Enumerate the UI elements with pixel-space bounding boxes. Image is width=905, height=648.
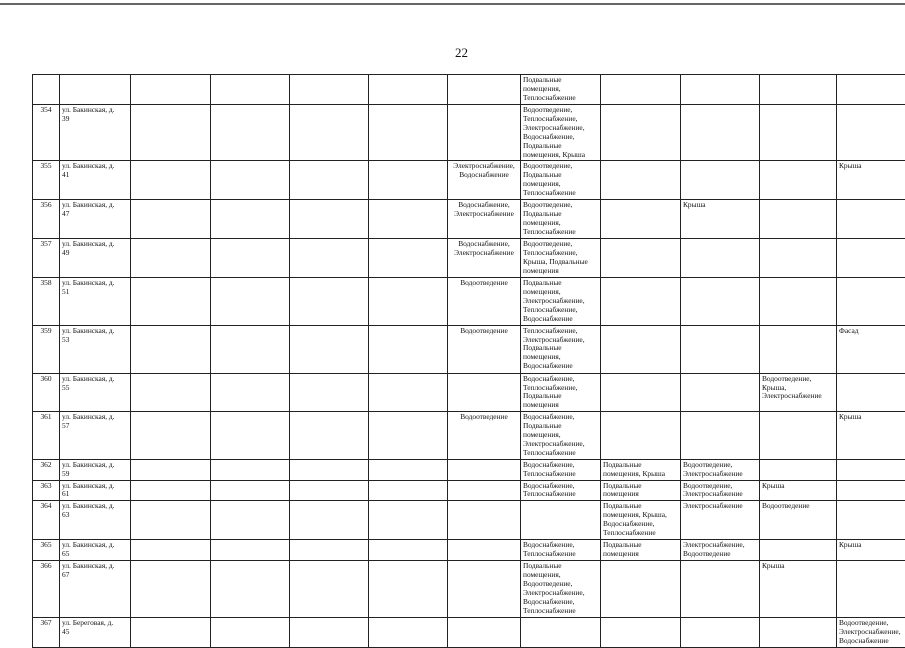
row-number: 357 (33, 239, 60, 278)
works-cell-col8 (601, 200, 681, 239)
works-cell-col6: Водоснабжение, Электроснабжение (448, 239, 521, 278)
works-cell-col10 (760, 105, 837, 161)
works-cell-col11: Фасад (837, 325, 905, 373)
empty-cell (131, 278, 211, 326)
empty-cell (131, 618, 211, 648)
empty-cell (211, 278, 290, 326)
row-number: 367 (33, 618, 60, 648)
table-row (33, 373, 905, 412)
works-cell-col8: Подвальные помещения, Крыша (601, 459, 681, 480)
works-cell-col7: Водоотведение, Подвальные помещения, Теплоснабжение (521, 161, 601, 200)
works-cell-col9: Водоотведение, Электроснабжение (681, 480, 760, 501)
works-cell-col9: Крыша (681, 200, 760, 239)
empty-cell (211, 105, 290, 161)
table-row (33, 412, 905, 460)
works-cell-col9 (681, 412, 760, 460)
empty-cell (131, 239, 211, 278)
works-cell-col11 (837, 200, 905, 239)
address-cell: ул. Бакинская, д. 67 (60, 561, 131, 618)
table-row (33, 501, 905, 540)
works-cell-col6: Водоотведение (448, 325, 521, 373)
row-number: 362 (33, 459, 60, 480)
works-cell-col7: Водоснабжение, Теплоснабжение, Подвальные помещения (521, 373, 601, 412)
empty-cell (290, 501, 369, 540)
works-cell-col9 (681, 161, 760, 200)
works-cell-col6: Водоотведение (448, 278, 521, 326)
works-cell-col11 (837, 373, 905, 412)
row-number: 361 (33, 412, 60, 460)
row-number: 359 (33, 325, 60, 373)
works-cell-col9 (681, 561, 760, 618)
table-row (33, 561, 905, 618)
empty-cell (211, 501, 290, 540)
empty-cell (369, 459, 448, 480)
empty-cell (131, 480, 211, 501)
empty-cell (211, 161, 290, 200)
empty-cell (290, 540, 369, 561)
empty-cell (369, 561, 448, 618)
works-cell-col8: Подвальные помещения (601, 480, 681, 501)
works-cell-col11: Крыша (837, 412, 905, 460)
empty-cell (211, 412, 290, 460)
works-cell-col9 (681, 239, 760, 278)
row-number: 354 (33, 105, 60, 161)
table-row (33, 459, 905, 480)
empty-cell (369, 540, 448, 561)
table-row (33, 75, 905, 105)
works-cell-col7: Водоснабжение, Теплоснабжение (521, 459, 601, 480)
works-cell-col10: Крыша (760, 480, 837, 501)
works-cell-col9: Водоотведение, Электроснабжение (681, 459, 760, 480)
empty-cell (290, 618, 369, 648)
empty-cell (131, 161, 211, 200)
address-cell: ул. Бакинская, д. 57 (60, 412, 131, 460)
empty-cell (131, 501, 211, 540)
works-cell-col8 (601, 373, 681, 412)
empty-cell (131, 75, 211, 105)
empty-cell (290, 239, 369, 278)
table-row (33, 200, 905, 239)
works-cell-col8 (601, 561, 681, 618)
works-cell-col6: Электроснабжение, Водоснабжение (448, 161, 521, 200)
works-cell-col9 (681, 373, 760, 412)
works-cell-col11 (837, 278, 905, 326)
repair-schedule-table (32, 74, 905, 648)
works-cell-col10 (760, 278, 837, 326)
works-cell-col11 (837, 501, 905, 540)
works-cell-col9 (681, 75, 760, 105)
empty-cell (131, 325, 211, 373)
empty-cell (290, 278, 369, 326)
works-cell-col8: Подвальные помещения (601, 540, 681, 561)
empty-cell (290, 105, 369, 161)
works-cell-col8 (601, 75, 681, 105)
address-cell: ул. Бакинская, д. 55 (60, 373, 131, 412)
empty-cell (290, 75, 369, 105)
table-row (33, 105, 905, 161)
works-cell-col8 (601, 412, 681, 460)
empty-cell (290, 373, 369, 412)
empty-cell (369, 501, 448, 540)
row-number: 356 (33, 200, 60, 239)
works-cell-col9 (681, 278, 760, 326)
works-cell-col9 (681, 105, 760, 161)
empty-cell (290, 200, 369, 239)
row-number (33, 75, 60, 105)
works-cell-col10 (760, 161, 837, 200)
table-row (33, 540, 905, 561)
works-cell-col7: Водоотведение, Подвальные помещения, Теплоснабжение (521, 200, 601, 239)
works-cell-col11 (837, 105, 905, 161)
works-cell-col10 (760, 618, 837, 648)
empty-cell (131, 540, 211, 561)
works-cell-col8: Подвальные помещения, Крыша, Водоснабжение, Теплоснабжение (601, 501, 681, 540)
works-cell-col6 (448, 618, 521, 648)
empty-cell (131, 412, 211, 460)
empty-cell (369, 480, 448, 501)
address-cell: ул. Бакинская, д. 53 (60, 325, 131, 373)
works-cell-col11 (837, 239, 905, 278)
works-cell-col11: Крыша (837, 540, 905, 561)
works-cell-col7: Водоотведение, Теплоснабжение, Электроснабжение, Водоснабжение, Подвальные помещения, Крыша (521, 105, 601, 161)
works-cell-col8 (601, 278, 681, 326)
empty-cell (290, 325, 369, 373)
works-cell-col7: Водоснабжение, Теплоснабжение (521, 480, 601, 501)
works-cell-col9: Электроснабжение (681, 501, 760, 540)
works-cell-col10: Крыша (760, 561, 837, 618)
works-cell-col7: Подвальные помещения, Водоотведение, Электроснабжение, Водоснабжение, Теплоснабжение (521, 561, 601, 618)
empty-cell (369, 278, 448, 326)
row-number: 360 (33, 373, 60, 412)
works-cell-col10 (760, 200, 837, 239)
works-cell-col8 (601, 239, 681, 278)
works-cell-col10: Водоотведение (760, 501, 837, 540)
empty-cell (290, 412, 369, 460)
works-cell-col7: Водоснабжение, Теплоснабжение (521, 540, 601, 561)
works-cell-col6 (448, 480, 521, 501)
address-cell: ул. Бакинская, д. 51 (60, 278, 131, 326)
empty-cell (211, 325, 290, 373)
empty-cell (131, 459, 211, 480)
works-cell-col6 (448, 373, 521, 412)
empty-cell (211, 373, 290, 412)
table-row (33, 325, 905, 373)
scan-top-border (0, 3, 905, 5)
works-cell-col7: Подвальные помещения, Теплоснабжение (521, 75, 601, 105)
works-cell-col6: Водоотведение (448, 412, 521, 460)
empty-cell (369, 325, 448, 373)
empty-cell (211, 459, 290, 480)
works-cell-col10 (760, 239, 837, 278)
address-cell: ул. Бакинская, д. 59 (60, 459, 131, 480)
works-cell-col7: Подвальные помещения, Электроснабжение, Теплоснабжение, Водоснабжение (521, 278, 601, 326)
works-cell-col6 (448, 501, 521, 540)
works-cell-col8 (601, 325, 681, 373)
works-cell-col6 (448, 561, 521, 618)
works-cell-col11 (837, 480, 905, 501)
works-cell-col10 (760, 325, 837, 373)
works-cell-col11 (837, 561, 905, 618)
works-cell-col6: Водоснабжение, Электроснабжение (448, 200, 521, 239)
works-cell-col11: Водоотведение, Электроснабжение, Водоснабжение (837, 618, 905, 648)
works-cell-col10 (760, 412, 837, 460)
empty-cell (131, 200, 211, 239)
empty-cell (290, 480, 369, 501)
address-cell: ул. Бакинская, д. 39 (60, 105, 131, 161)
empty-cell (369, 412, 448, 460)
row-number: 363 (33, 480, 60, 501)
empty-cell (290, 459, 369, 480)
row-number: 358 (33, 278, 60, 326)
empty-cell (211, 480, 290, 501)
works-cell-col6 (448, 540, 521, 561)
empty-cell (290, 161, 369, 200)
works-cell-col7 (521, 618, 601, 648)
works-cell-col8 (601, 618, 681, 648)
empty-cell (211, 561, 290, 618)
works-cell-col11 (837, 75, 905, 105)
works-cell-col11 (837, 459, 905, 480)
address-cell (60, 75, 131, 105)
address-cell: ул. Береговая, д. 45 (60, 618, 131, 648)
works-cell-col10 (760, 75, 837, 105)
works-cell-col9 (681, 618, 760, 648)
works-cell-col8 (601, 161, 681, 200)
table-row (33, 161, 905, 200)
table-row (33, 239, 905, 278)
empty-cell (369, 105, 448, 161)
empty-cell (211, 75, 290, 105)
empty-cell (369, 75, 448, 105)
works-cell-col6 (448, 459, 521, 480)
row-number: 355 (33, 161, 60, 200)
page-number: 22 (455, 45, 468, 61)
address-cell: ул. Бакинская, д. 41 (60, 161, 131, 200)
empty-cell (211, 540, 290, 561)
works-cell-col6 (448, 105, 521, 161)
works-cell-col10 (760, 459, 837, 480)
address-cell: ул. Бакинская, д. 65 (60, 540, 131, 561)
empty-cell (131, 561, 211, 618)
address-cell: ул. Бакинская, д. 63 (60, 501, 131, 540)
empty-cell (131, 105, 211, 161)
empty-cell (211, 618, 290, 648)
empty-cell (131, 373, 211, 412)
works-cell-col10: Водоотведение, Крыша, Электроснабжение (760, 373, 837, 412)
row-number: 366 (33, 561, 60, 618)
empty-cell (369, 618, 448, 648)
works-cell-col6 (448, 75, 521, 105)
works-cell-col11: Крыша (837, 161, 905, 200)
address-cell: ул. Бакинская, д. 49 (60, 239, 131, 278)
row-number: 365 (33, 540, 60, 561)
works-cell-col7: Теплоснабжение, Электроснабжение, Подвальные помещения, Водоснабжение (521, 325, 601, 373)
works-cell-col7: Водоотведение, Теплоснабжение, Крыша, Подвальные помещения (521, 239, 601, 278)
row-number: 364 (33, 501, 60, 540)
empty-cell (369, 239, 448, 278)
empty-cell (211, 239, 290, 278)
empty-cell (211, 200, 290, 239)
works-cell-col9: Электроснабжение, Водоотведение (681, 540, 760, 561)
table-row (33, 278, 905, 326)
address-cell: ул. Бакинская, д. 47 (60, 200, 131, 239)
empty-cell (369, 161, 448, 200)
table-row (33, 618, 905, 648)
empty-cell (369, 373, 448, 412)
table-row (33, 480, 905, 501)
empty-cell (290, 561, 369, 618)
works-cell-col7: Водоснабжение, Подвальные помещения, Электроснабжение, Теплоснабжение (521, 412, 601, 460)
table-body (33, 75, 905, 648)
works-cell-col9 (681, 325, 760, 373)
address-cell: ул. Бакинская, д. 61 (60, 480, 131, 501)
works-cell-col7 (521, 501, 601, 540)
empty-cell (369, 200, 448, 239)
works-cell-col10 (760, 540, 837, 561)
works-cell-col8 (601, 105, 681, 161)
